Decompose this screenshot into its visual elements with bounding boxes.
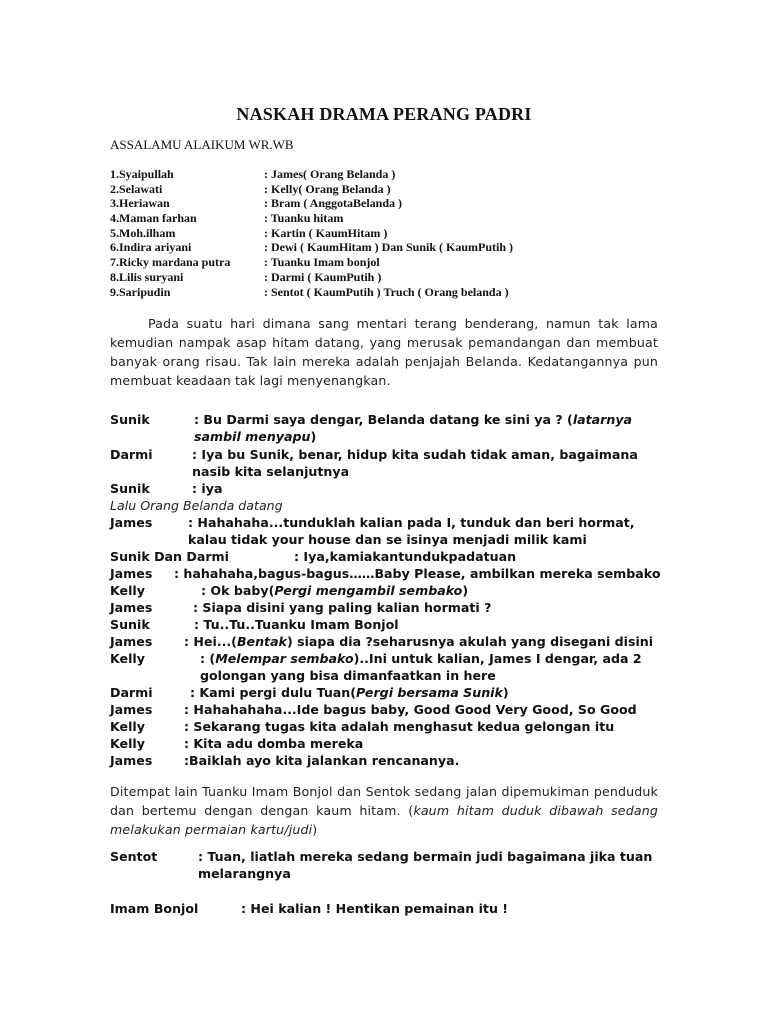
dialogue-line [110,599,670,616]
speaker-name: James [110,515,153,530]
document-title: NASKAH DRAMA PERANG PADRI [236,104,532,124]
dialogue-line [110,548,670,565]
cast-actor: 6.Indira ariyani [110,240,192,255]
dialogue-text-end: ) [462,583,469,598]
dialogue-text: : Hahahahaha...Ide bagus baby, Good Good Very Good, So Good [184,702,637,717]
dialogue-text-end: ) siapa dia ?seharusnya akulah yang disegani disini [286,634,654,649]
stage-direction: Melempar sembako [215,651,354,666]
dialogue-line [110,446,670,480]
dialogue-text-end: ) [310,429,317,444]
greeting-line: ASSALAMU ALAIKUM WR.WB [110,137,294,152]
scene-text: Ditempat lain Tuanku Imam Bonjol dan Sentok sedang jalan dipemukiman penduduk dan bertemu dengan dengan kaum hitam. ( [110,784,658,818]
dialogue-text: : Iya,kamiakantundukpadatuan [294,549,517,564]
cast-actor: 3.Heriawan [110,196,170,211]
dialogue-line [110,650,670,684]
cast-role: : Kartin ( KaumHitam ) [264,225,388,240]
dialogue-text [110,684,670,701]
dialogue-text [110,633,670,650]
cast-role: : James( Orang Belanda ) [264,167,396,181]
speaker-name: Kelly [110,583,145,598]
dialogue-line [110,633,670,650]
dialogue-text-main: : Ok baby( [201,583,275,598]
dialogue-text: : iya [192,481,223,496]
speaker-name: Sunik [110,412,150,427]
dialogue-text: : Siapa disini yang paling kalian hormati ? [193,600,492,615]
speaker-name: Sunik [110,481,150,496]
speaker-name: Darmi [110,685,153,700]
cast-role: : Tuanku hitam [264,211,344,226]
cast-role: : Bram ( AnggotaBelanda ) [264,196,402,211]
dialogue-text [110,650,660,684]
dialogue-line [110,848,670,882]
speaker-name: Sentot [110,849,158,864]
cast-actor: 1.Syaipullah [110,167,174,181]
dialogue-text: : Tu..Tu..Tuanku Imam Bonjol [194,617,399,632]
stage-direction: Pergi bersama Sunik [356,685,503,700]
speaker-name: Darmi [110,447,153,462]
speaker-name: James [110,702,153,717]
cast-actor: 4.Maman farhan [110,211,197,226]
cast-actor: 5.Moh.ilham [110,225,176,240]
dialogue-line [110,582,670,599]
dialogue-line [110,616,670,633]
cast-actor: 9.Saripudin [110,284,171,299]
dialogue-text [110,582,670,599]
dialogue-text-main: : Hei...( [184,634,237,649]
speaker-name: Sunik [110,617,150,632]
speaker-name: James [110,600,153,615]
dialogue-line [110,480,670,497]
dialogue-line [110,565,670,582]
dialogue-text-main: : Bu Darmi saya dengar, Belanda datang ke sini ya ? ( [194,412,573,427]
dialogue-line [110,752,670,769]
cast-role: : Darmi ( KaumPutih ) [264,269,382,284]
scene-text-end: ) [312,822,318,837]
speaker-name: Imam Bonjol [110,901,199,916]
stage-direction: Pergi mengambil sembako [274,583,463,598]
dialogue-text: : hahahaha,bagus-bagus……Baby Please, ambilkan mereka sembako [174,566,661,581]
dialogue-text-main: : ( [200,651,216,666]
scene-stage-direction: kaum hitam duduk dibawah sedang melakukan permaian kartu/judi [110,803,658,837]
speaker-name: James [110,753,153,768]
dialogue-line [110,900,670,917]
speaker-name: Sunik Dan Darmi [110,549,229,564]
dialogue-text-end: ) [502,685,509,700]
dialogue-text: : Hahahaha...tunduklah kalian pada I, tunduk dan beri hormat, kalau tidak your house dan se isinya menjadi milik kami [188,515,635,547]
dialogue-text: : Hei kalian ! Hentikan pemainan itu ! [241,901,509,916]
intro-text: Pada suatu hari dimana sang mentari terang benderang, namun tak lama kemudian nampak asap hitam datang, yang merusak pemandangan dan membuat banyak orang risau. Tak lain mereka adalah penjajah Belanda. Kedatangannya pun membuat keadaan tak lagi menyenangkan. [110,316,658,388]
speaker-name: James [110,634,153,649]
dialogue-text-main: : Kami pergi dulu Tuan( [190,685,357,700]
dialogue-line [110,701,670,718]
dialogue-line [110,684,670,701]
speaker-name: Kelly [110,651,145,666]
dialogue-text: : Tuan, liatlah mereka sedang bermain judi bagaimana jika tuan melarangnya [198,849,653,881]
cast-actor: 2.Selawati [110,181,163,196]
scene-paragraph [110,782,658,839]
stage-direction: Lalu Orang Belanda datang [110,498,283,513]
cast-role: : Sentot ( KaumPutih ) Truch ( Orang belanda ) [264,284,509,299]
cast-role: : Dewi ( KaumHitam ) Dan Sunik ( KaumPutih ) [264,240,514,255]
dialogue-text: : Kita adu domba mereka [184,736,364,751]
speaker-name: Kelly [110,736,145,751]
cast-actor: 8.Lilis suryani [110,269,184,284]
stage-direction: latarnya sambil menyapu [194,412,633,444]
dialogue-line [110,411,670,445]
intro-paragraph [110,314,658,390]
cast-role: : Kelly( Orang Belanda ) [264,181,391,196]
stage-direction: Bentak [236,634,287,649]
dialogue-line [110,514,670,548]
dialogue-line [110,718,670,735]
speaker-name: James [110,566,153,581]
cast-role: : Tuanku Imam bonjol [264,255,380,270]
dialogue-text-end: )..Ini untuk kalian, James I dengar, ada 2 golongan yang bisa dimanfaatkan in here [200,651,642,683]
cast-actor: 7.Ricky mardana putra [110,255,231,270]
dialogue-text: : Sekarang tugas kita adalah menghasut kedua gelongan itu [184,719,615,734]
dialogue-text: :Baiklah ayo kita jalankan rencananya. [184,753,460,768]
dialogue-text: : Iya bu Sunik, benar, hidup kita sudah tidak aman, bagaimana nasib kita selanjutnya [192,447,638,479]
dialogue-text [110,411,670,445]
speaker-name: Kelly [110,719,145,734]
dialogue-line [110,735,670,752]
